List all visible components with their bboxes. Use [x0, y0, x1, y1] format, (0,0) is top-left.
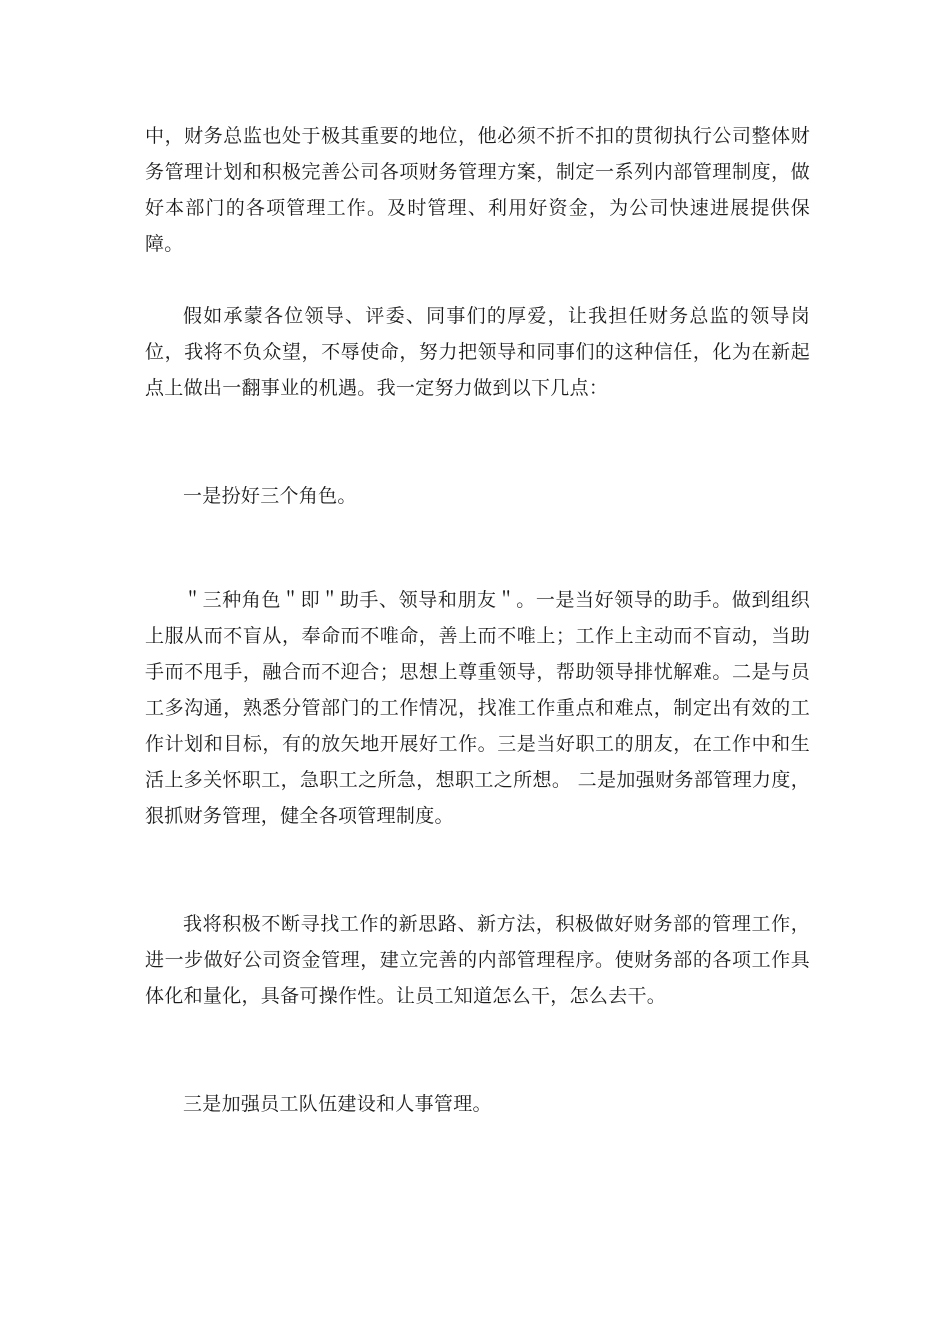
- paragraph-new-methods: 我将积极不断寻找工作的新思路、新方法，积极做好财务部的管理工作，进一步做好公司资金管理，建立完善的内部管理程序。使财务部的各项工作具体化和量化，具备可操作性。让员工知道怎么干，怎么去干。: [145, 913, 810, 1007]
- paragraph-three-roles: ＂三种角色＂即＂助手、领导和朋友＂。一是当好领导的助手。做到组织上服从而不盲从，奉命而不唯命，善上而不唯上；工作上主动而不盲动，当助手而不甩手，融合而不迎合；思想上尊重领导，帮助领导排忧解难。二是与员工多沟通，熟悉分管部门的工作情况，找准工作重点和难点，制定出有效的工作计划和目标，有的放矢地开展好工作。三是当好职工的朋友，在工作中和生活上多关怀职工，急职工之所急，想职工之所想。 二是加强财务部管理力度，狠抓财务管理，健全各项管理制度。: [145, 589, 810, 827]
- paragraph-point-three-heading: 三是加强员工队伍建设和人事管理。: [183, 1093, 492, 1115]
- paragraph-point-one-heading: 一是扮好三个角色。: [183, 485, 357, 507]
- paragraph-pledge: 假如承蒙各位领导、评委、同事们的厚爱，让我担任财务总监的领导岗位，我将不负众望，不辱使命，努力把领导和同事们的这种信任，化为在新起点上做出一翻事业的机遇。我一定努力做到以下几点：: [145, 305, 810, 399]
- paragraph-continuation: 中，财务总监也处于极其重要的地位，他必须不折不扣的贯彻执行公司整体财务管理计划和积极完善公司各项财务管理方案，制定一系列内部管理制度，做好本部门的各项管理工作。及时管理、利用好资金，为公司快速进展提供保障。: [145, 125, 810, 255]
